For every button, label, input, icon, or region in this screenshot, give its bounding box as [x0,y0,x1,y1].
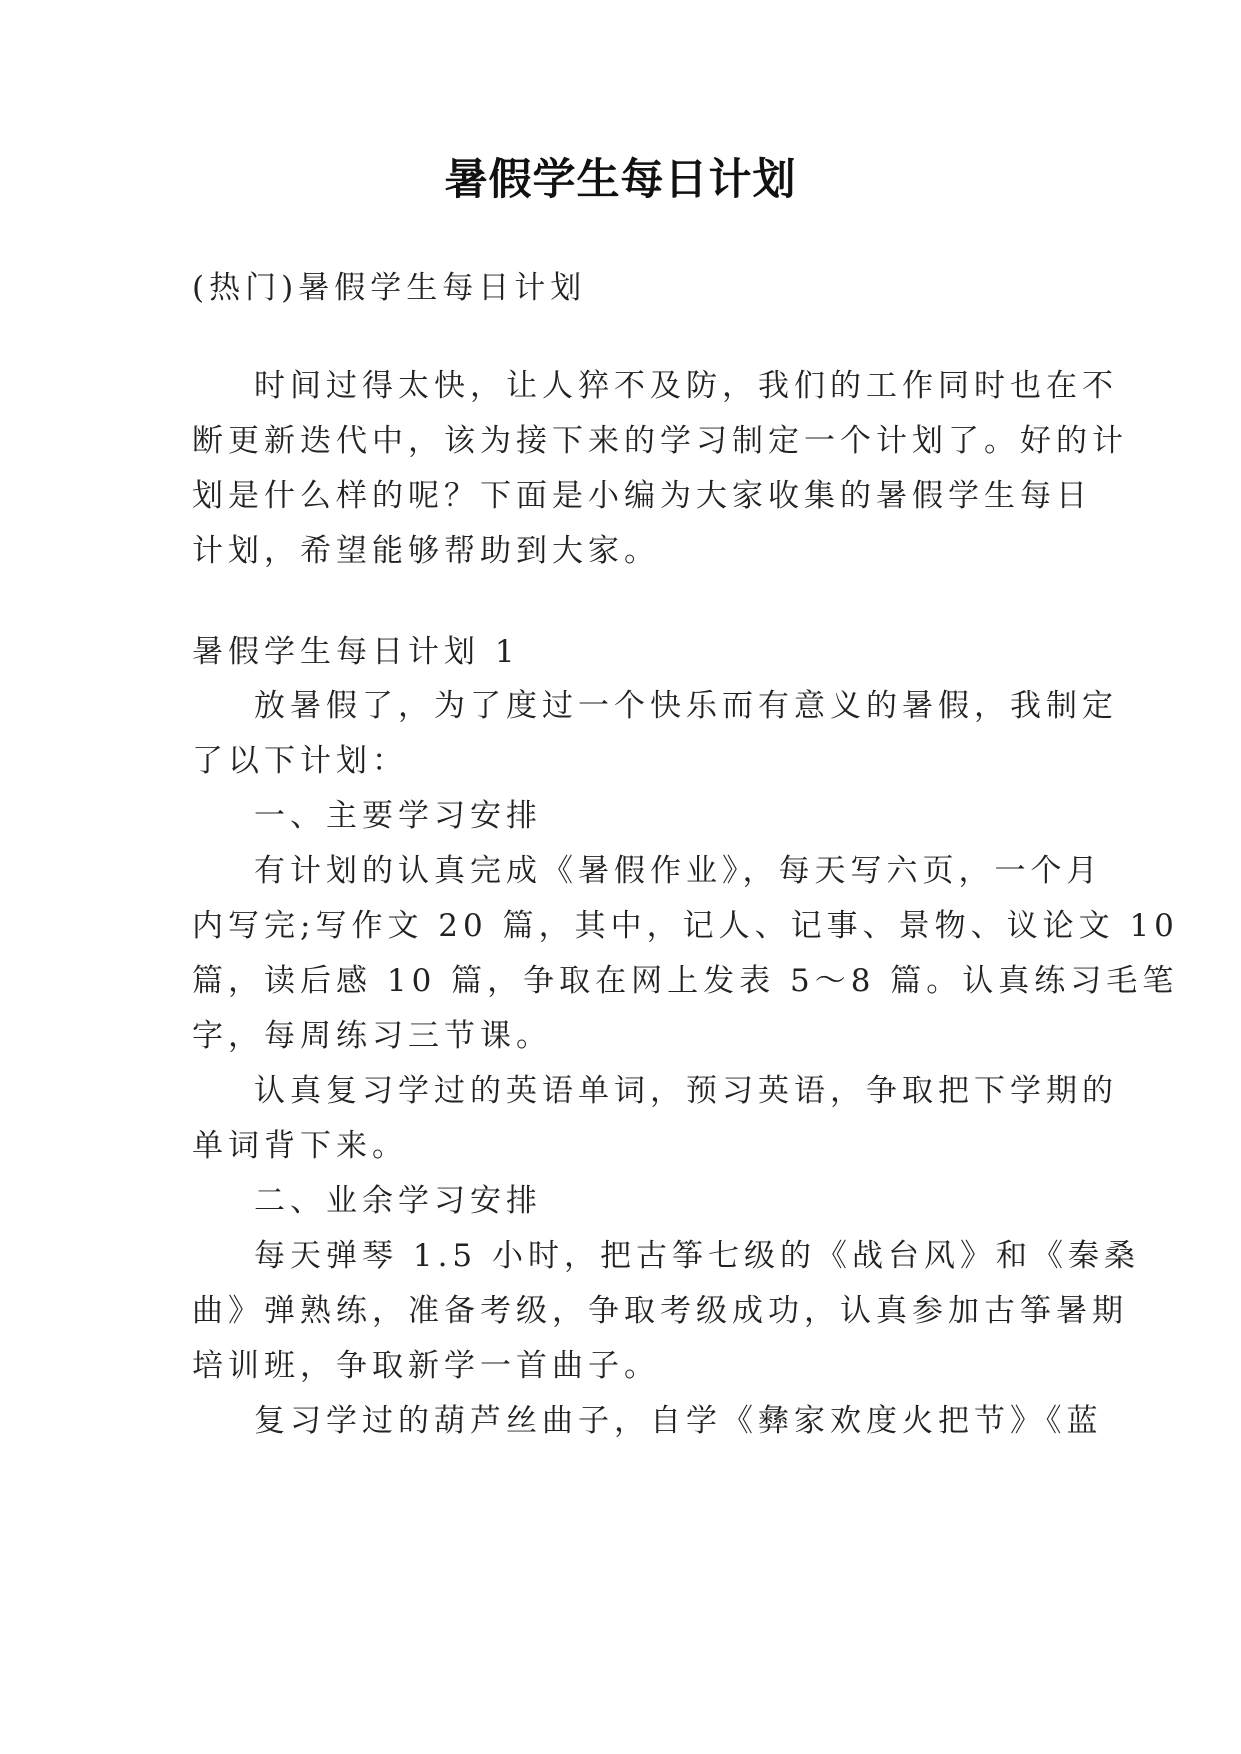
paragraph-line: 内写完;写作文 20 篇，其中，记人、记事、景物、议论文 10 [192,908,1179,944]
paragraph-line: 单词背下来。 [192,1128,408,1164]
section-heading: 暑假学生每日计划 1 [192,634,520,670]
document-subtitle: (热门)暑假学生每日计划 [192,270,587,306]
paragraph-line: 每天弹琴 1.5 小时，把古筝七级的《战台风》和《秦桑 [254,1238,1141,1274]
paragraph-line: 了以下计划： [192,743,408,779]
paragraph-line: 培训班，争取新学一首曲子。 [192,1348,660,1384]
subheading-main-study: 一、主要学习安排 [254,798,542,834]
paragraph-line: 断更新迭代中，该为接下来的学习制定一个计划了。好的计 [192,423,1128,459]
paragraph-line: 认真复习学过的英语单词，预习英语，争取把下学期的 [254,1073,1118,1109]
document-title: 暑假学生每日计划 [444,155,797,205]
paragraph-line: 有计划的认真完成《暑假作业》，每天写六页，一个月 [254,853,1103,889]
paragraph-line: 计划，希望能够帮助到大家。 [192,533,660,569]
subheading-extra-study: 二、业余学习安排 [254,1183,542,1219]
paragraph-line: 划是什么样的呢？下面是小编为大家收集的暑假学生每日 [192,478,1092,514]
paragraph-line: 篇，读后感 10 篇，争取在网上发表 5～8 篇。认真练习毛笔 [192,963,1179,999]
paragraph-line: 曲》弹熟练，准备考级，争取考级成功，认真参加古筝暑期 [192,1293,1128,1329]
paragraph-line: 放暑假了，为了度过一个快乐而有意义的暑假，我制定 [254,688,1118,724]
paragraph-line: 字，每周练习三节课。 [192,1018,552,1054]
paragraph-line: 时间过得太快，让人猝不及防，我们的工作同时也在不 [254,368,1118,404]
paragraph-line: 复习学过的葫芦丝曲子，自学《彝家欢度火把节》《蓝 [254,1403,1103,1439]
